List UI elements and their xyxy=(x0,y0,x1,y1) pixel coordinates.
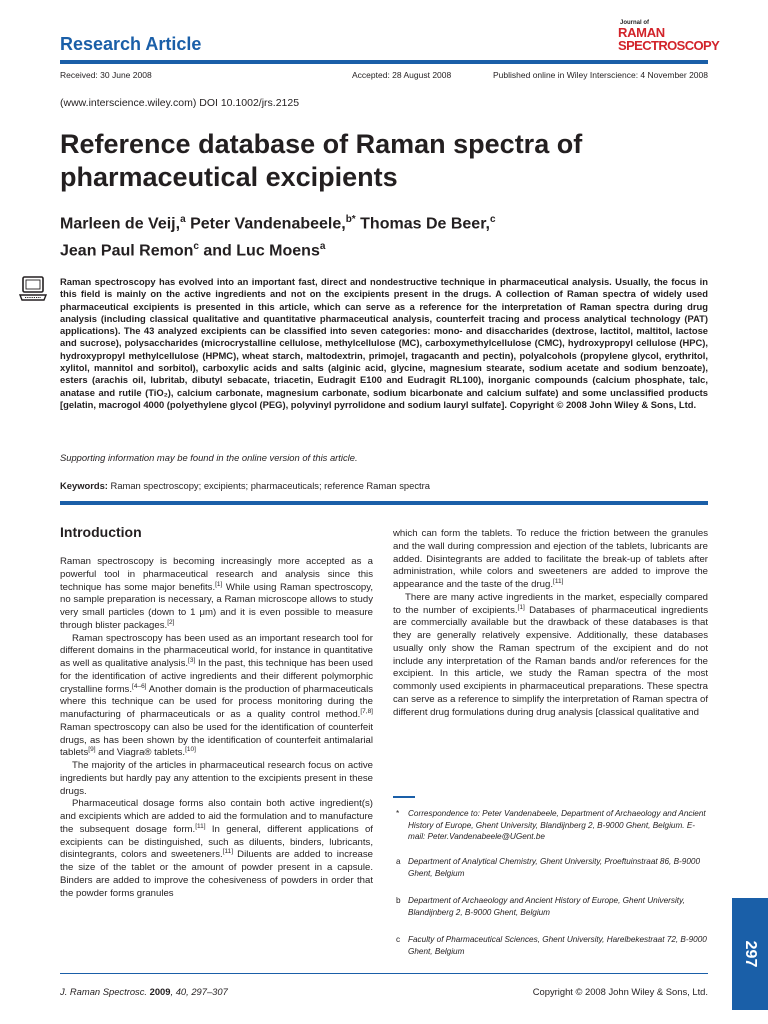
left-column xyxy=(60,556,373,900)
paragraph-text: Diluents are added to increase the size of the tablet or the amount of powder present in a capsule. Binders are added to improve the cohesiveness of powders in order that the powder forms granules xyxy=(60,849,373,899)
citation-ref[interactable]: [11] xyxy=(195,822,206,830)
author-list xyxy=(60,208,700,263)
paragraph-text: which can form the tablets. To reduce the friction between the granules and the wall during compression and ejection of the tablets, lubricants are added. Disintegrants are added to facilitate the break-up of tablets after administration, while colors and sweeteners are added to improve the appearance and the taste of the drug. xyxy=(393,528,708,590)
footnote-text: Correspondence to: Peter Vandenabeele, Department of Archaeology and Ancient History of Europe, Ghent University, Blandijnberg 2, B-9000 Ghent, Belgium. E-mail: Peter.Vandenabeele@UGent.be xyxy=(408,809,706,841)
citation-ref[interactable]: [4–6] xyxy=(132,682,147,690)
paragraph-text: The majority of the articles in pharmaceutical research focus on active ingredients but hardly pay any attention to the excipients present in these drugs. xyxy=(60,760,373,797)
citation-ref[interactable]: [3] xyxy=(188,656,196,664)
footnote-correspondence xyxy=(393,808,708,843)
author-affiliation-mark: a xyxy=(180,214,186,225)
paragraph-text: While using Raman spectroscopy, no sample preparation is necessary, a Raman microscope allows to study very small particles (down to 1 μm) and it is even possible to measure through blister packages. xyxy=(60,581,373,631)
footnote-mark: c xyxy=(396,935,401,944)
keywords-label: Keywords: xyxy=(60,480,108,491)
footnote-text: Department of Analytical Chemistry, Ghent University, Proeftuinstraat 86, B-9000 Ghent, Belgium xyxy=(408,857,700,878)
paragraph-text: Raman spectroscopy has been used as an important research tool for different domains in the pharmaceutical world, for instance in quantitative as well as qualitative analysis. xyxy=(60,632,373,669)
journal-citation xyxy=(60,986,228,997)
author-name: Marleen de Veij, xyxy=(60,215,181,233)
author-affiliation-mark: b* xyxy=(345,214,356,225)
footnote-mark: b xyxy=(396,896,401,905)
paragraph-text: There are many active ingredients in the market, especially compared to the number of excipients. xyxy=(393,591,708,616)
accepted-date: Accepted: 28 August 2008 xyxy=(352,70,452,80)
citation-ref[interactable]: [2] xyxy=(167,618,175,626)
citation-ref[interactable]: [1] xyxy=(517,603,525,611)
author-affiliation-mark: a xyxy=(319,241,326,253)
paragraph xyxy=(393,592,708,720)
footnote-affiliation-c xyxy=(393,934,708,957)
paragraph xyxy=(393,528,708,592)
journal-logo-line2: SPECTROSCOPY xyxy=(618,38,720,53)
paragraph-text: Raman spectroscopy can also be used for the identification of counterfeit drugs, as has been shown by the identification of counterfeit antimalarial tablets xyxy=(60,721,373,759)
journal-abbrev: J. Raman Spectrosc. xyxy=(60,986,148,997)
author-name: Jean Paul Remon xyxy=(60,242,194,260)
keywords-list: Raman spectroscopy; excipients; pharmaceuticals; reference Raman spectra xyxy=(110,480,430,491)
page-number: 297 xyxy=(742,940,759,968)
footer-rule xyxy=(60,973,708,974)
journal-logo xyxy=(618,20,720,53)
article-title: Reference database of Raman spectra of pharmaceutical excipients xyxy=(60,129,583,192)
doi-link[interactable]: (www.interscience.wiley.com) DOI 10.1002/jrs.2125 xyxy=(60,97,300,109)
page-number-tab xyxy=(732,898,768,1010)
paragraph xyxy=(60,556,373,633)
keywords xyxy=(60,480,430,491)
journal-logo-line1: RAMAN xyxy=(618,25,665,40)
published-date: Published online in Wiley Interscience: 4 November 2008 xyxy=(493,70,708,80)
footnote-rule xyxy=(393,796,415,798)
author-affiliation-mark: c xyxy=(193,241,199,253)
author-name: Peter Vandenabeele, xyxy=(185,215,346,233)
paragraph xyxy=(60,760,373,798)
paragraph-text: Another domain is the production of pharmaceuticals where this technique can be used for process monitoring during the manufacturing of pharmaceuticals or as a quality control method. xyxy=(60,683,374,720)
received-date: Received: 30 June 2008 xyxy=(60,70,152,80)
citation-ref[interactable]: [7,8] xyxy=(360,707,373,715)
paragraph-text: and Viagra® tablets. xyxy=(95,747,186,759)
footnote-text: Faculty of Pharmaceutical Sciences, Ghent University, Harelbekestraat 72, B-9000 Ghent, Belgium xyxy=(408,935,707,956)
supporting-info-note: Supporting information may be found in the online version of this article. xyxy=(60,452,358,463)
section-type-label: Research Article xyxy=(60,34,202,54)
header-rule xyxy=(60,60,708,64)
footnote-affiliation-b xyxy=(393,895,708,918)
paragraph xyxy=(60,633,373,761)
author-name: Thomas De Beer, xyxy=(355,215,490,233)
citation-ref[interactable]: [11] xyxy=(553,577,564,585)
footnote-affiliation-a xyxy=(393,856,708,879)
paragraph-text: Raman spectroscopy is becoming increasingly more accepted as a powerful tool in pharmaceutical research and analysis since this technique has some major benefits. xyxy=(60,556,373,593)
paragraph-text: Pharmaceutical dosage forms also contain both active ingredient(s) and excipients which are added to aid the formulation and to manufacture the subsequent dosage form. xyxy=(60,798,373,835)
footnote-mark: * xyxy=(396,809,400,818)
paragraph xyxy=(60,798,373,900)
citation-ref[interactable]: [9] xyxy=(88,746,96,754)
paragraph-text: In general, different applications of excipients can be distinguished, such as diluents, binders, lubricants, disintegrants, colors and sweeteners. xyxy=(60,823,373,861)
right-column xyxy=(393,528,708,719)
citation-ref[interactable]: [11] xyxy=(222,848,234,856)
abstract: Raman spectroscopy has evolved into an important fast, direct and nondestructive technique in pharmaceutical analysis. Usually, the focus in this field is mainly on the active ingredients and not on the excipients present in the drugs. A collection of Raman spectra of widely used pharmaceutical excipients is presented in this article, which can serve as a reference for the interpretation of Raman spectra during drug analysis (including classical qualitative and quantitative pharmaceutical analysis, counterfeit tracing and process analytical technology (PAT) applications). The 43 analyzed excipients can be classified into seven categories: mono- and disaccharides (dextrose, lactitol, maltitol, lactose and sucrose), polysaccharides (microcrystalline cellulose, methylcellulose (MC), carboxymethylcellulose (CMC), hydroxypropyl cellulose (HPC), hydroxypropyl methylcellulose (HPMC), wheat starch, maltodextrin, primojel, tragacanth and pectin), polyalcohols (propylene glycol, erythritol, xylitol, mannitol and sorbitol), carboxylic acids and salts (alginic acid, glycine, magnesium stearate, sodium acetate and sodium benzoate), esters (arachis oil, lubritab, dibutyl sebacate, triacetin, Eudragit E100 and Eudragit RL100), inorganic compounds (calcium phosphate, talc, anatase and rutile (TiO₂), calcium carbonate, magnesium carbonate, sodium bicarbonate and calcium sulfate) and some unclassified products [gelatin, macrogol 4000 (polyethylene glycol (PEG), polyvinyl pyrrolidone and sodium lauryl sulfate]. Copyright © 2008 John Wiley & Sons, Ltd. xyxy=(60,276,708,410)
paragraph-text: Databases of pharmaceutical ingredients are commercially available but the drawback of these databases is that they are generally relatively expensive. Additionally, these databases usually only show the Raman spectrum of the excipient and do not include any interpretation of the Raman bands and/or references for the excipient. In this article, we study the Raman spectra of the most commonly used excipients in pharmaceutical preparations. These spectra can serve as a reference to simplify the interpretation of Raman spectra of different drug formulations during drug analysis [classical qualitative and xyxy=(393,604,708,718)
footnote-text: Department of Archaeology and Ancient History of Europe, Ghent University, Blandijnberg 2, B-9000 Ghent, Belgium xyxy=(408,896,685,917)
section-rule xyxy=(60,501,708,505)
citation-ref[interactable]: [1] xyxy=(215,580,223,588)
citation-ref[interactable]: [10] xyxy=(185,746,196,754)
introduction-heading: Introduction xyxy=(60,524,142,540)
citation-year: 2009 xyxy=(149,986,171,997)
computer-icon xyxy=(18,276,48,302)
paragraph-text: In the past, this technique has been used for the identification of active ingredients and their different polymorphic crystalline forms. xyxy=(60,658,373,695)
footnote-mark: a xyxy=(396,857,401,866)
footer-copyright: Copyright © 2008 John Wiley & Sons, Ltd. xyxy=(532,986,708,997)
journal-logo-prefix: Journal of xyxy=(620,20,650,26)
author-affiliation-mark: c xyxy=(489,214,496,225)
author-name: and Luc Moens xyxy=(198,242,320,260)
citation-volume-pages: , 40, 297–307 xyxy=(170,986,228,997)
